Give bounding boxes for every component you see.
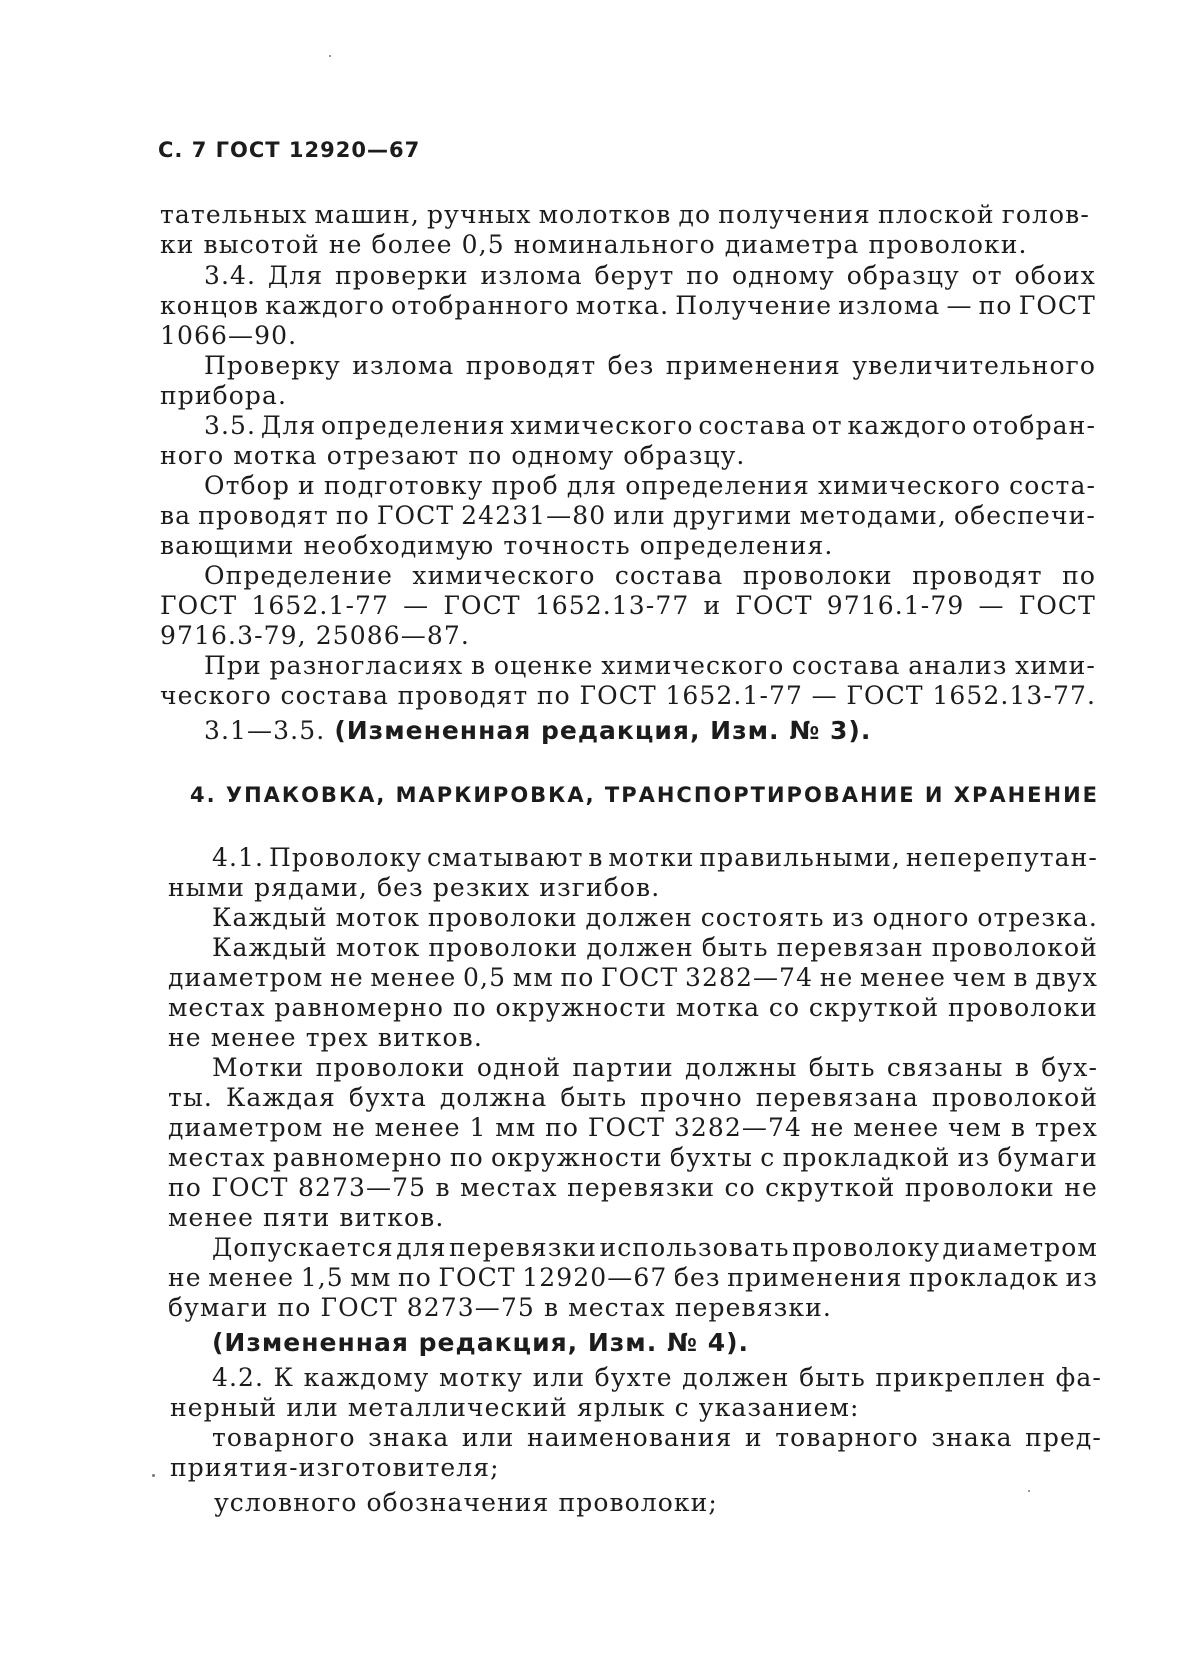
body-line: 9716.3-79, 25086—87. [160, 621, 470, 650]
body-line: Допускается для перевязки использовать проволоку диаметром [212, 1233, 1098, 1262]
scan-speck [152, 1474, 155, 1477]
body-line: условного обозначения проволоки; [214, 1488, 718, 1517]
body-line: ными рядами, без резких изгибов. [168, 873, 661, 902]
body-line: ГОСТ 1652.1-77 — ГОСТ 1652.13-77 и ГОСТ 9716.1-79 — ГОСТ [160, 591, 1096, 620]
revision-note-4: (Измененная редакция, Изм. № 4). [212, 1328, 750, 1357]
revision-prefix: 3.1—3.5. [204, 716, 326, 745]
scan-speck [329, 55, 331, 57]
body-line: не менее трех витков. [168, 1023, 483, 1052]
body-line: местах равномерно по окружности мотка со скруткой проволоки [168, 993, 1098, 1022]
body-line: ки высотой не более 0,5 номинального диаметра проволоки. [160, 230, 1028, 259]
body-line: Каждый моток проволоки должен быть перевязан проволокой [212, 933, 1098, 962]
body-line: ного мотка отрезают по одному образцу. [160, 441, 746, 470]
body-line: 4.2. К каждому мотку или бухте должен быть прикреплен фа- [212, 1363, 1102, 1392]
body-line: прибора. [160, 381, 288, 410]
body-line: ческого состава проводят по ГОСТ 1652.1-77 — ГОСТ 1652.13-77. [160, 681, 1096, 710]
body-line: местах равномерно по окружности бухты с прокладкой из бумаги [168, 1143, 1098, 1172]
body-line: вающими необходимую точность определения. [160, 531, 834, 560]
body-line: 1066—90. [160, 321, 298, 350]
body-line: Отбор и подготовку проб для определения химического соста- [204, 471, 1096, 500]
body-line: нерный или металлический ярлык с указанием: [170, 1393, 860, 1422]
body-line: Мотки проволоки одной партии должны быть связаны в бух- [212, 1053, 1098, 1082]
body-line: концов каждого отобранного мотка. Получение излома — по ГОСТ [160, 291, 1096, 320]
body-line: ва проводят по ГОСТ 24231—80 или другими методами, обеспечи- [160, 501, 1096, 530]
body-line: 3.4. Для проверки излома берут по одному образцу от обоих [204, 261, 1096, 290]
body-line: При разногласиях в оценке химического состава анализ хими- [204, 651, 1096, 680]
running-head: С. 7 ГОСТ 12920—67 [158, 138, 421, 162]
body-line: по ГОСТ 8273—75 в местах перевязки со скруткой проволоки не [168, 1173, 1098, 1202]
body-line: Каждый моток проволоки должен состоять из одного отрезка. [212, 903, 1098, 932]
body-line: бумаги по ГОСТ 8273—75 в местах перевязки. [168, 1293, 832, 1322]
body-line: диаметром не менее 1 мм по ГОСТ 3282—74 не менее чем в трех [168, 1113, 1098, 1142]
body-line: 4.1. Проволоку сматывают в мотки правильными, неперепутан- [212, 843, 1098, 872]
revision-text: (Измененная редакция, Изм. № 3). [334, 716, 872, 745]
body-line: диаметром не менее 0,5 мм по ГОСТ 3282—74 не менее чем в двух [168, 963, 1098, 992]
body-line: приятия-изготовителя; [170, 1453, 500, 1482]
body-line: Определение химического состава проволоки проводят по [204, 561, 1096, 590]
section-heading: 4. УПАКОВКА, МАРКИРОВКА, ТРАНСПОРТИРОВАНИЕ И ХРАНЕНИЕ [190, 783, 1100, 807]
body-line: ты. Каждая бухта должна быть прочно перевязана проволокой [168, 1083, 1098, 1112]
body-line: Проверку излома проводят без применения увеличительного [204, 351, 1096, 380]
body-line: 3.5. Для определения химического состава от каждого отобран- [204, 411, 1096, 440]
body-line: тательных машин, ручных молотков до получения плоской голов- [160, 200, 1090, 229]
scan-speck [1028, 1490, 1030, 1492]
body-line: менее пяти витков. [168, 1203, 445, 1232]
body-line: не менее 1,5 мм по ГОСТ 12920—67 без применения прокладок из [168, 1263, 1098, 1292]
body-line: товарного знака или наименования и товарного знака пред- [212, 1423, 1102, 1452]
revision-note-3 [204, 716, 871, 746]
